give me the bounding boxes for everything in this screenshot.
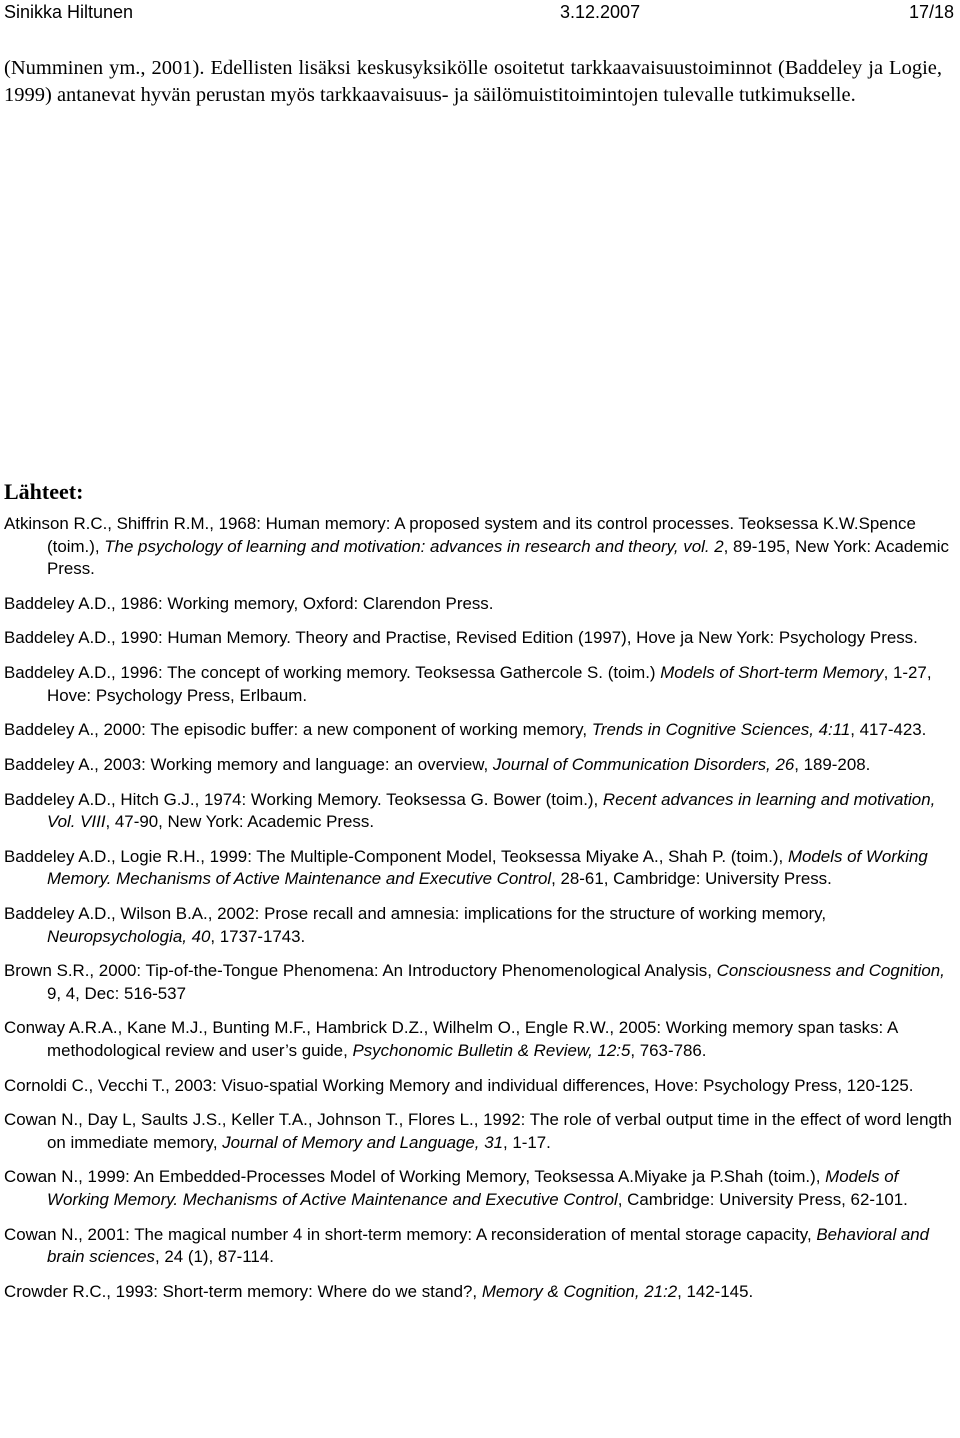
reference-item (4, 662, 956, 707)
reference-text: , 763-786. (630, 1040, 707, 1060)
reference-title-italic: Neuropsychologia, 40 (47, 926, 211, 946)
reference-text: Baddeley A., 2000: The episodic buffer: a new component of working memory, (4, 720, 592, 740)
reference-text: , 89-195, New York: Academic Press. (47, 536, 949, 578)
reference-text: , Cambridge: University Press, 62-101. (617, 1189, 908, 1209)
reference-title-italic: The psychology of learning and motivation: advances in research and theory, vol. 2 (104, 536, 724, 556)
reference-text: Baddeley A.D., Logie R.H., 1999: The Multiple-Component Model, Teoksessa Miyake A., Shah P. (toim.), (4, 846, 788, 866)
reference-item (4, 1281, 956, 1304)
reference-title-italic: Models of Working Memory. Mechanisms of Active Maintenance and Executive Control (47, 846, 928, 889)
reference-text: Baddeley A.D., 1986: Working memory, Oxford: Clarendon Press. (4, 593, 494, 613)
reference-item (4, 903, 956, 948)
reference-text: Brown S.R., 2000: Tip-of-the-Tongue Phenomena: An Introductory Phenomenological Analysis, (4, 961, 717, 981)
reference-text: , 417-423. (850, 720, 927, 740)
reference-item (4, 719, 956, 742)
reference-title-italic: Behavioral and brain sciences (47, 1224, 930, 1267)
reference-item (4, 1075, 956, 1098)
reference-item (4, 1109, 956, 1154)
reference-title-italic: Models of Short-term Memory (660, 663, 884, 683)
body-paragraph: (Numminen ym., 2001). Edellisten lisäksi keskusyksikölle osoitetut tarkkaavaisuustoiminnot (Baddeley ja Logie, 1999) antanevat hyvän perustan myös tarkkaavaisuus- ja säilömuistitoimintojen tulevalle tutkimukselle. (4, 56, 942, 106)
reference-text: Crowder R.C., 1993: Short-term memory: Where do we stand?, (4, 1281, 482, 1301)
reference-item (4, 789, 956, 834)
reference-text: Cornoldi C., Vecchi T., 2003: Visuo-spatial Working Memory and individual differences, Hove: Psychology Press, 120-125. (4, 1075, 914, 1095)
reference-text: Baddeley A.D., 1996: The concept of working memory. Teoksessa Gathercole S. (toim.) (4, 663, 661, 683)
reference-text: Baddeley A.D., 1990: Human Memory. Theory and Practise, Revised Edition (1997), Hove ja New York: Psychology Press. (4, 628, 918, 648)
reference-text: , 28-61, Cambridge: University Press. (551, 869, 832, 889)
reference-item (4, 1224, 956, 1269)
reference-title-italic: Journal of Memory and Language, 31 (222, 1132, 503, 1152)
reference-text: , 1-17. (502, 1132, 551, 1152)
reference-text: , 47-90, New York: Academic Press. (105, 812, 375, 832)
reference-text: Baddeley A., 2003: Working memory and language: an overview, (4, 754, 493, 774)
reference-item (4, 1166, 956, 1211)
reference-text: Conway A.R.A., Kane M.J., Bunting M.F., Hambrick D.Z., Wilhelm O., Engle R.W., 2005: Working memory span tasks: A methodological review and user’s guide, (4, 1018, 898, 1060)
reference-text: Baddeley A.D., Wilson B.A., 2002: Prose recall and amnesia: implications for the structure of working memory, (4, 904, 827, 923)
reference-title-italic: Psychonomic Bulletin & Review, 12:5 (352, 1040, 631, 1060)
reference-text: Cowan N., 2001: The magical number 4 in short-term memory: A reconsideration of mental storage capacity, (4, 1224, 817, 1244)
reference-title-italic: Consciousness and Cognition, (716, 961, 945, 981)
reference-item (4, 513, 956, 581)
reference-title-italic: Journal of Communication Disorders, 26 (492, 754, 795, 774)
reference-list (4, 513, 956, 1316)
header-page-number: 17/18 (908, 2, 954, 22)
reference-title-italic: Trends in Cognitive Sciences, 4:11 (591, 720, 851, 740)
reference-text: Cowan N., Day L, Saults J.S., Keller T.A., Johnson T., Flores L., 1992: The role of verbal output time in the effect of word length on immediate memory, (4, 1110, 952, 1152)
reference-item (4, 846, 956, 891)
page-header (4, 0, 954, 26)
reference-text: , 189-208. (794, 754, 871, 774)
reference-title-italic: Models of Working Memory. Mechanisms of Active Maintenance and Executive Control (47, 1167, 899, 1209)
reference-item (4, 627, 956, 650)
reference-text: , 142-145. (677, 1281, 754, 1301)
references-heading: Lähteet: (4, 479, 84, 504)
reference-text: , 24 (1), 87-114. (154, 1247, 274, 1267)
reference-item (4, 960, 956, 1005)
reference-item (4, 1017, 956, 1062)
header-date: 3.12.2007 (560, 2, 641, 22)
reference-title-italic: Memory & Cognition, 21:2 (481, 1281, 678, 1301)
header-author: Sinikka Hiltunen (4, 2, 134, 22)
reference-item (4, 754, 956, 777)
reference-text: 9, 4, Dec: 516-537 (47, 983, 186, 1003)
reference-text: , 1-27, Hove: Psychology Press, Erlbaum. (47, 663, 932, 705)
reference-title-italic: Recent advances in learning and motivation, Vol. VIII (47, 789, 936, 832)
reference-text: Atkinson R.C., Shiffrin R.M., 1968: Human memory: A proposed system and its control processes. Teoksessa K.W.Spence (toim.), (4, 514, 916, 556)
reference-text: Cowan N., 1999: An Embedded-Processes Model of Working Memory, Teoksessa A.Miyake ja P.Shah (toim.), (4, 1167, 826, 1187)
reference-text: Baddeley A.D., Hitch G.J., 1974: Working Memory. Teoksessa G. Bower (toim.), (4, 789, 603, 809)
reference-text: , 1737-1743. (210, 926, 306, 946)
reference-item (4, 593, 956, 616)
